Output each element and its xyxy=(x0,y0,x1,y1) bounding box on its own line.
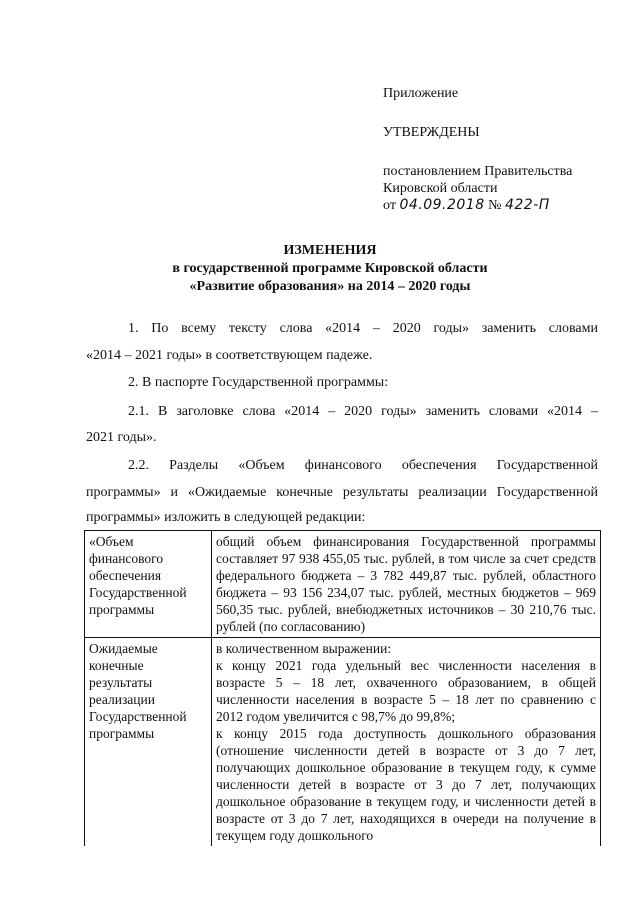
paragraph-2-2-line3: программы» изложить в следующей редакции: xyxy=(86,510,366,525)
funding-label-cell: «Объем финансового обеспечения Государственной программы xyxy=(85,531,212,638)
paragraph-2-1-line1: 2.1. В заголовке слова «2014 – 2020 годы» заменить словами «2014 – xyxy=(128,404,598,419)
funding-text-cell: общий объем финансирования Государственной программы составляет 97 938 455,05 тыс. рублей, в том числе за счет средств федерального бюджета – 3 782 449,87 тыс. рублей, областного бюджета – 93 156 234,07 тыс. рублей, местных бюджетов – 969 560,35 тыс. рублей, внебюджетных источников – 30 210,76 тыс. рублей (по согласованию) xyxy=(212,531,601,638)
document-title xyxy=(60,242,600,296)
title-line3: «Развитие образования» на 2014 – 2020 годы xyxy=(189,279,471,294)
paragraph-2-1-line2: 2021 годы». xyxy=(86,430,157,445)
paragraph-1-line1: 1. По всему тексту слова «2014 – 2020 годы» заменить словами xyxy=(128,321,598,336)
results-intro: в количественном выражении: xyxy=(216,641,392,656)
table-row xyxy=(85,531,601,638)
decree-date-line xyxy=(383,197,623,214)
table-row xyxy=(85,638,601,847)
annex-label: Приложение xyxy=(383,86,459,101)
date-prefix: от xyxy=(383,198,396,213)
paragraph-2-2-line2: программы» и «Ожидаемые конечные результаты реализации Государственной xyxy=(86,485,598,500)
paragraph-2: 2. В паспорте Государственной программы: xyxy=(128,375,389,390)
handwritten-number: 422-П xyxy=(504,197,550,213)
decree-line1: постановлением Правительства xyxy=(383,164,573,179)
results-text-cell xyxy=(212,638,601,847)
results-item-1: к концу 2021 года удельный вес численности населения в возрасте 5 – 18 лет, охваченного образованием, в общей численности населения в возрасте 5 – 18 лет по сравнению с 2012 годом увеличится с 98,7% до 99,8%; xyxy=(216,658,596,724)
program-table xyxy=(84,530,601,846)
number-prefix: № xyxy=(488,198,502,213)
results-item-2: к концу 2015 года доступность дошкольного образования (отношение численности детей в возрасте от 3 до 7 лет, получающих дошкольное образование в текущем году, к сумме численности детей в возрасте от 3 до 7 лет, получающих дошкольное образование в текущем году, и численности детей в возрасте от 3 до 7 лет, находящихся в очереди на получение в текущем году дошкольного xyxy=(216,726,596,843)
decree-line2: Кировской области xyxy=(383,181,498,196)
paragraph-2-2-line1: 2.2. Разделы «Объем финансового обеспечения Государственной xyxy=(128,458,598,473)
approved-label: УТВЕРЖДЕНЫ xyxy=(383,125,480,140)
results-label-cell: Ожидаемые конечные результаты реализации Государственной программы xyxy=(85,638,212,847)
approval-block xyxy=(383,85,623,214)
title-line2: в государственной программе Кировской области xyxy=(172,261,488,276)
title-line1: ИЗМЕНЕНИЯ xyxy=(283,243,377,258)
paragraph-1-line2: «2014 – 2021 годы» в соответствующем падеже. xyxy=(86,348,373,363)
handwritten-date: 04.09.2018 xyxy=(399,197,485,213)
